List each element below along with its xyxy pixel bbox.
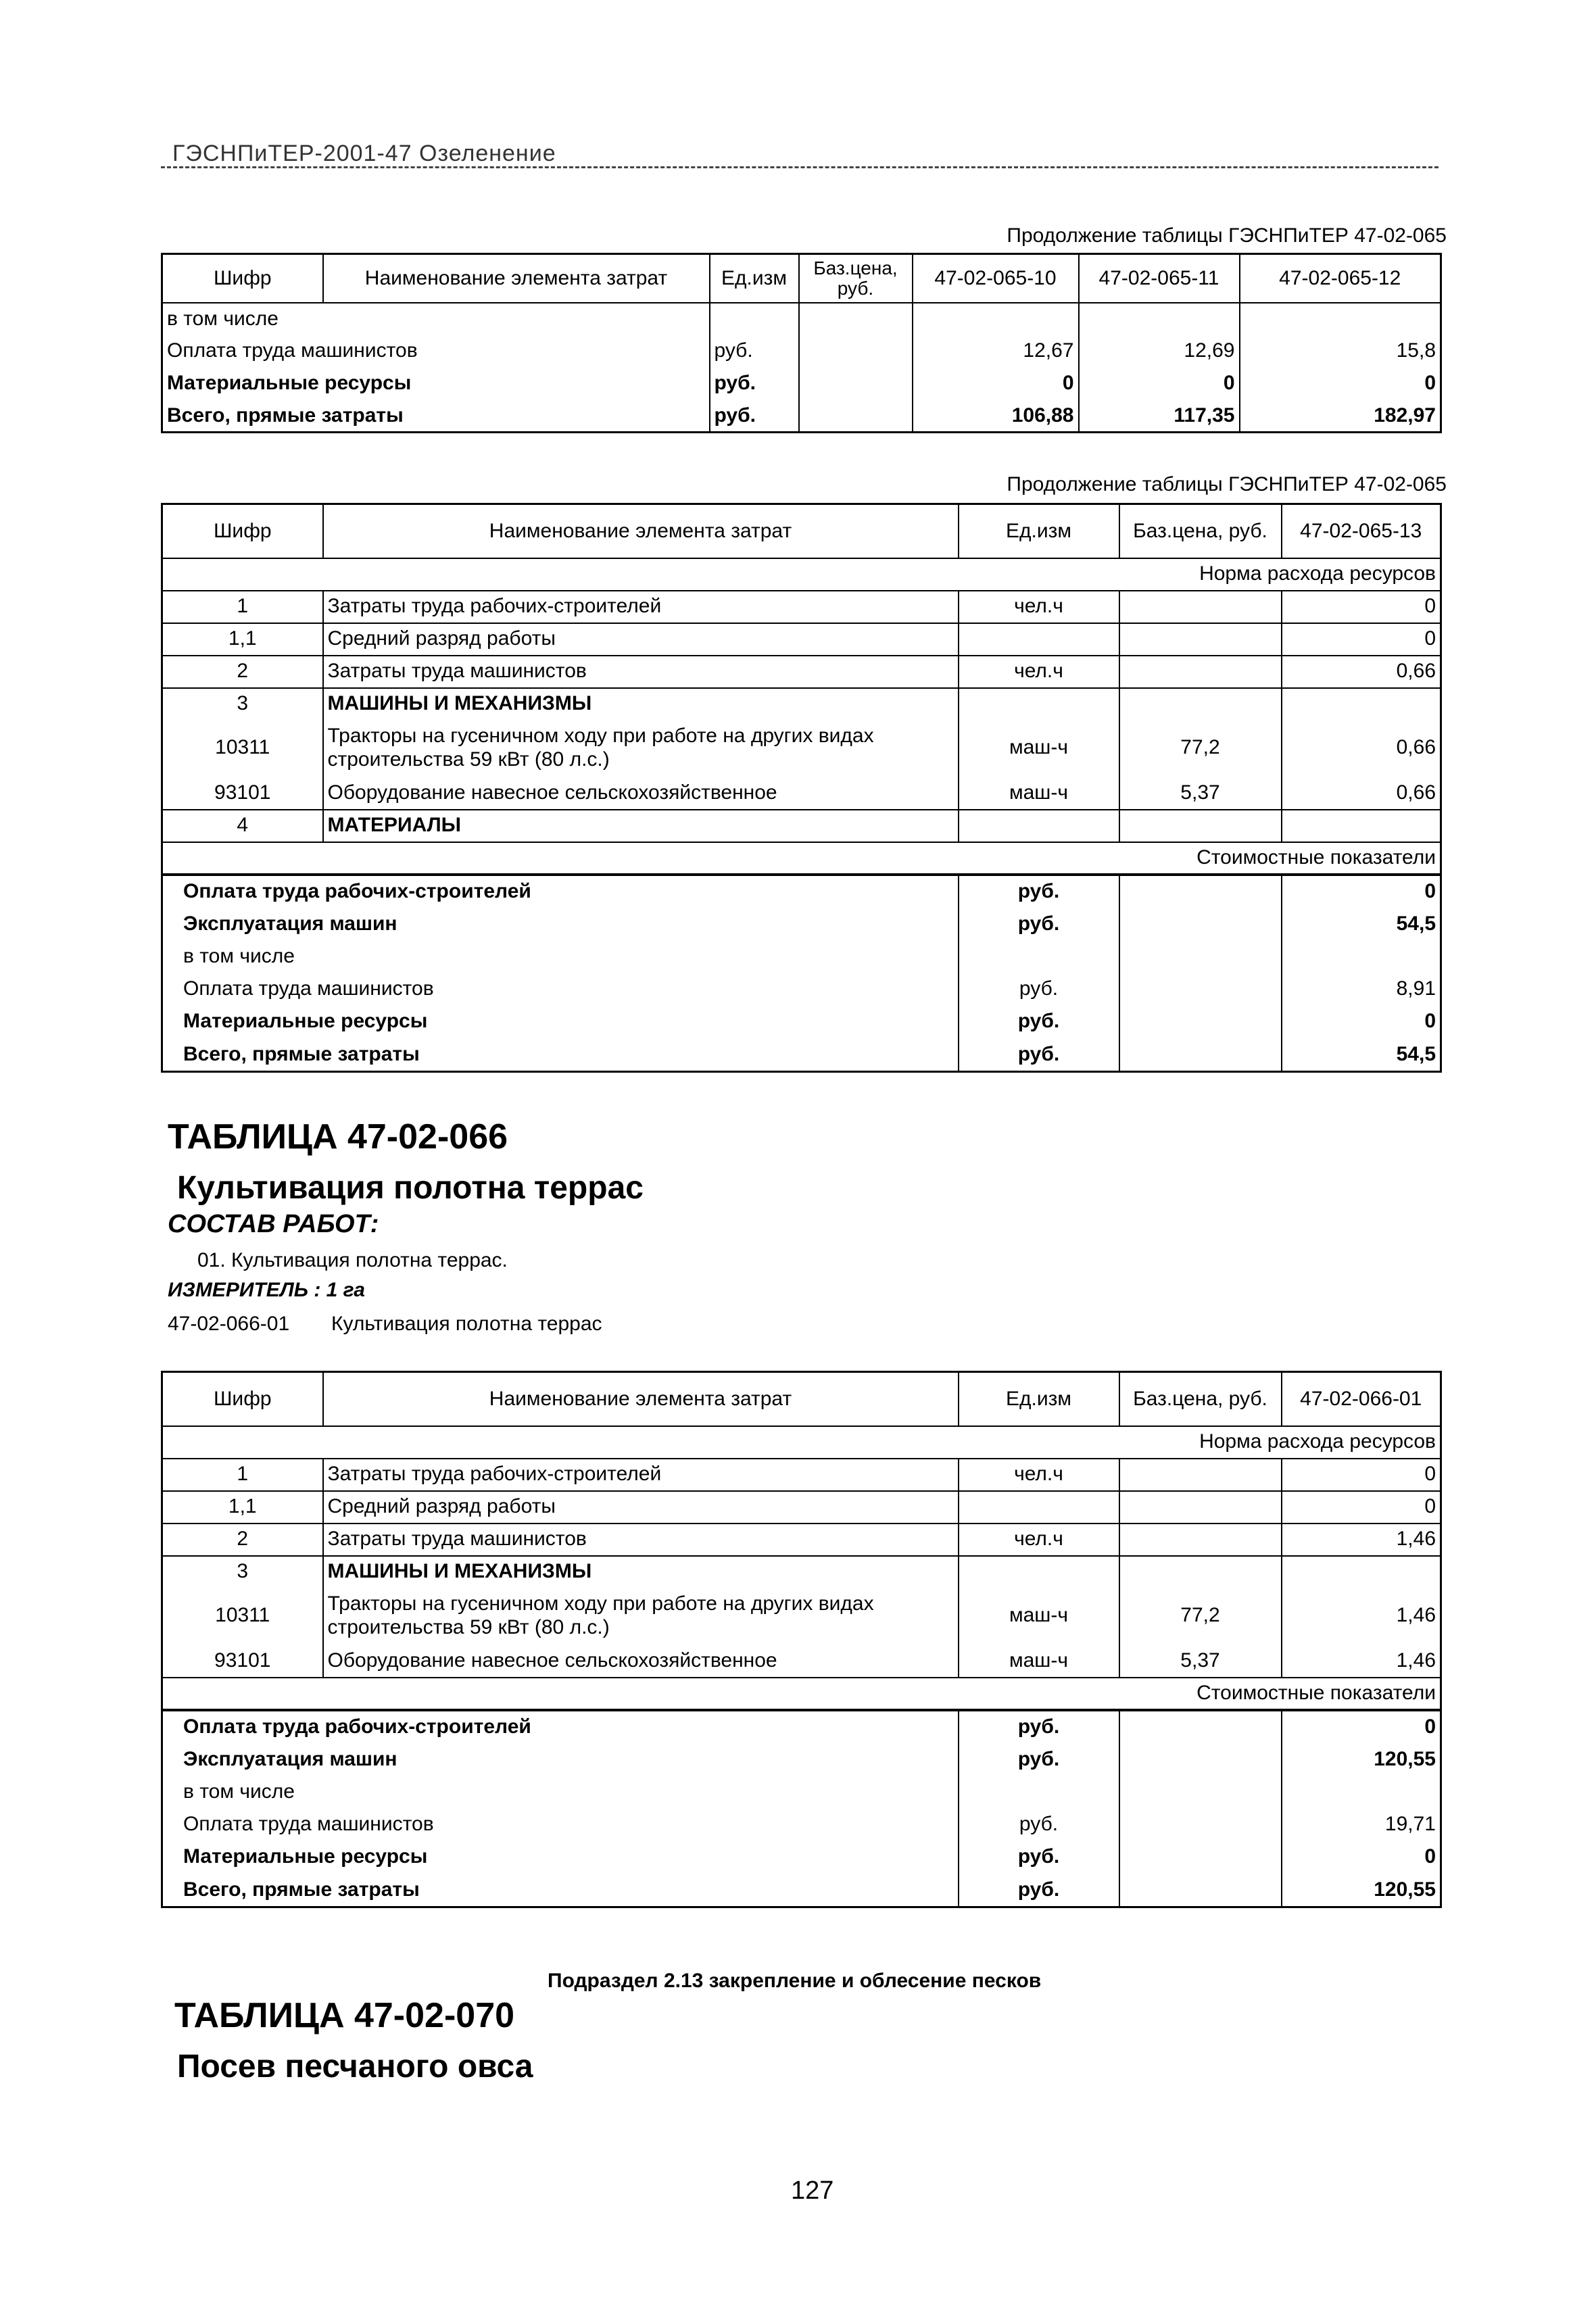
row-value — [1079, 303, 1240, 335]
row-value: 0 — [1282, 591, 1441, 623]
col-header-shifr: Шифр — [213, 519, 272, 542]
row-name: Тракторы на гусеничном ходу при работе на других видах строительства 59 кВт (80 л.с.) — [323, 1587, 959, 1645]
cost-unit: руб. — [959, 973, 1119, 1006]
cost-price — [1119, 941, 1282, 973]
table-row — [162, 303, 1441, 335]
cost-price — [1119, 1744, 1282, 1776]
section-row-norm — [162, 558, 1441, 591]
cost-name: Оплата труда машинистов — [183, 977, 434, 1000]
row-code: 10311 — [215, 1604, 270, 1627]
cost-value — [1282, 941, 1441, 973]
cost-name: в том числе — [183, 1780, 295, 1803]
row-unit — [959, 1556, 1119, 1587]
table-row — [162, 623, 1441, 656]
table-row — [162, 591, 1441, 623]
row-code: 10311 — [215, 736, 270, 759]
row-value: 0,66 — [1282, 719, 1441, 777]
row-value: 0,66 — [1282, 656, 1441, 688]
cost-row — [162, 1006, 1441, 1038]
cost-value — [1282, 1776, 1441, 1809]
cost-value: 120,55 — [1282, 1874, 1441, 1907]
row-unit: чел.ч — [959, 656, 1119, 688]
cost-row — [162, 1710, 1441, 1744]
cost-row — [162, 1841, 1441, 1874]
row-unit: маш-ч — [959, 719, 1119, 777]
cost-row — [162, 1744, 1441, 1776]
row-code: 2 — [237, 1528, 249, 1551]
row-code: 3 — [237, 1559, 249, 1582]
cost-unit: руб. — [959, 1744, 1119, 1776]
measure-unit: ИЗМЕРИТЕЛЬ : 1 га — [168, 1279, 365, 1301]
cost-unit: руб. — [959, 1809, 1119, 1841]
col-header-unit: Ед.изм — [959, 1372, 1119, 1426]
row-value: 1,46 — [1282, 1645, 1441, 1678]
row-unit: маш-ч — [959, 1645, 1119, 1678]
row-code: 93101 — [214, 1649, 271, 1672]
col-header-name: Наименование элемента затрат — [323, 1372, 959, 1426]
row-value: 106,88 — [913, 400, 1079, 433]
table-row — [162, 656, 1441, 688]
cost-price — [1119, 1710, 1282, 1744]
cost-price — [1119, 1006, 1282, 1038]
col-header-name: Наименование элемента затрат — [323, 504, 959, 558]
col-header-price: Баз.цена, руб. — [1119, 504, 1282, 558]
cost-price — [1119, 875, 1282, 908]
cost-name: Оплата труда рабочих-строителей — [183, 880, 531, 903]
row-value: 1,46 — [1282, 1587, 1441, 1645]
table-row — [162, 1587, 1441, 1645]
table-row — [162, 1645, 1441, 1678]
cost-value: 0 — [1282, 1710, 1441, 1744]
table2-header-row — [162, 504, 1441, 558]
row-value: 0 — [1282, 1491, 1441, 1524]
table-row — [162, 335, 1441, 368]
cost-price — [1119, 1874, 1282, 1907]
cost-name: Материальные ресурсы — [183, 1010, 428, 1033]
row-value: 1,46 — [1282, 1524, 1441, 1556]
cost-value: 0 — [1282, 875, 1441, 908]
cost-value: 0 — [1282, 1841, 1441, 1874]
header-divider — [161, 166, 1438, 168]
row-name: МАШИНЫ И МЕХАНИЗМЫ — [323, 1556, 959, 1587]
cost-name: Всего, прямые затраты — [183, 1878, 420, 1901]
cost-value: 8,91 — [1282, 973, 1441, 1006]
table3-header-row — [162, 1372, 1441, 1426]
row-name: МАТЕРИАЛЫ — [323, 810, 959, 842]
row-price — [1119, 656, 1282, 688]
section-label: Норма расхода ресурсов — [1199, 1430, 1436, 1453]
row-code: 1,1 — [228, 1495, 257, 1518]
row-unit: маш-ч — [959, 1587, 1119, 1645]
cost-row — [162, 1776, 1441, 1809]
table-row — [162, 400, 1441, 433]
cost-unit: руб. — [959, 875, 1119, 908]
row-name: Оборудование навесное сельскохозяйственное — [323, 1645, 959, 1678]
work-item: 01. Культивация полотна террас. — [197, 1249, 508, 1271]
cost-price — [1119, 1809, 1282, 1841]
row-price — [1119, 810, 1282, 842]
row-name: в том числе — [167, 307, 279, 330]
row-value: 12,69 — [1079, 335, 1240, 368]
table-row — [162, 810, 1441, 842]
cost-unit — [959, 1776, 1119, 1809]
cost-value: 0 — [1282, 1006, 1441, 1038]
row-name: Затраты труда машинистов — [323, 656, 959, 688]
row-value: 182,97 — [1240, 400, 1441, 433]
cost-price — [1119, 1841, 1282, 1874]
table1 — [161, 253, 1442, 433]
subsection-heading: Подраздел 2.13 закрепление и облесение песков — [548, 1970, 1042, 1992]
table-row — [162, 688, 1441, 719]
cost-unit: руб. — [959, 1038, 1119, 1072]
row-price: 77,2 — [1119, 719, 1282, 777]
cost-row — [162, 973, 1441, 1006]
row-unit: чел.ч — [959, 591, 1119, 623]
table-066-title: ТАБЛИЦА 47-02-066 — [168, 1117, 508, 1156]
row-price — [1119, 591, 1282, 623]
row-name: Оборудование навесное сельскохозяйственное — [323, 777, 959, 810]
row-unit — [959, 810, 1119, 842]
table1-header-row — [162, 254, 1441, 303]
col-header-unit: Ед.изм — [710, 254, 799, 303]
section-row-norm — [162, 1426, 1441, 1459]
row-code: 4 — [237, 814, 249, 837]
row-price — [1119, 623, 1282, 656]
page-number: 127 — [791, 2176, 834, 2205]
row-unit — [959, 1491, 1119, 1524]
row-unit: руб. — [710, 400, 799, 433]
col-header-shifr: Шифр — [213, 1387, 272, 1410]
col-header-code-066-01: 47-02-066-01 — [1282, 1372, 1441, 1426]
cost-unit: руб. — [959, 1006, 1119, 1038]
row-name: Затраты труда рабочих-строителей — [323, 591, 959, 623]
table-row — [162, 719, 1441, 777]
table-row — [162, 777, 1441, 810]
row-value — [1282, 1556, 1441, 1587]
row-code: 1,1 — [228, 627, 257, 650]
row-value: 0 — [1079, 368, 1240, 400]
row-code: 1 — [237, 595, 249, 618]
cost-row — [162, 1874, 1441, 1907]
cost-name: Всего, прямые затраты — [183, 1042, 420, 1065]
row-value — [913, 303, 1079, 335]
row-price: 77,2 — [1119, 1587, 1282, 1645]
cost-unit: руб. — [959, 908, 1119, 941]
row-value: 0,66 — [1282, 777, 1441, 810]
rate-code-name: Культивация полотна террас — [331, 1313, 602, 1335]
cost-name: Оплата труда рабочих-строителей — [183, 1715, 531, 1738]
cost-name: в том числе — [183, 945, 295, 968]
table-row — [162, 1459, 1441, 1491]
row-unit: чел.ч — [959, 1524, 1119, 1556]
row-value: 0 — [1240, 368, 1441, 400]
row-code: 93101 — [214, 781, 271, 804]
cost-row — [162, 1809, 1441, 1841]
cost-row — [162, 1038, 1441, 1072]
sostav-label: СОСТАВ РАБОТ: — [168, 1210, 379, 1238]
row-value — [1282, 688, 1441, 719]
rate-code: 47-02-066-01 — [168, 1313, 290, 1335]
row-value: 15,8 — [1240, 335, 1441, 368]
section-label: Стоимостные показатели — [1196, 1681, 1436, 1704]
section-label: Стоимостные показатели — [1196, 846, 1436, 869]
row-unit — [710, 303, 799, 335]
table-row — [162, 1491, 1441, 1524]
cost-name: Эксплуатация машин — [183, 1748, 397, 1771]
row-name: Тракторы на гусеничном ходу при работе на других видах строительства 59 кВт (80 л.с.) — [323, 719, 959, 777]
table1-caption: Продолжение таблицы ГЭСНПиТЕР 47-02-065 — [1007, 224, 1447, 247]
cost-unit: руб. — [959, 1841, 1119, 1874]
row-value: 117,35 — [1079, 400, 1240, 433]
cost-name: Материальные ресурсы — [183, 1845, 428, 1868]
running-header: ГЭСНПиТЕР-2001-47 Озеленение — [172, 141, 556, 166]
row-unit: маш-ч — [959, 777, 1119, 810]
row-name: Оплата труда машинистов — [167, 339, 418, 362]
row-unit: чел.ч — [959, 1459, 1119, 1491]
row-code: 1 — [237, 1463, 249, 1486]
row-price — [799, 400, 913, 433]
section-row-cost — [162, 1678, 1441, 1710]
row-price: 5,37 — [1119, 777, 1282, 810]
cost-unit — [959, 941, 1119, 973]
row-name: Всего, прямые затраты — [167, 404, 404, 427]
col-header-code-13: 47-02-065-13 — [1282, 504, 1441, 558]
table-row — [162, 368, 1441, 400]
row-name: Затраты труда машинистов — [323, 1524, 959, 1556]
cost-value: 19,71 — [1282, 1809, 1441, 1841]
cost-name: Оплата труда машинистов — [183, 1813, 434, 1836]
row-price — [799, 303, 913, 335]
col-header-shifr: Шифр — [213, 266, 272, 289]
table-row — [162, 1556, 1441, 1587]
cost-price — [1119, 1038, 1282, 1072]
cost-name: Эксплуатация машин — [183, 912, 397, 935]
col-header-code-10: 47-02-065-10 — [913, 254, 1079, 303]
row-price — [1119, 1524, 1282, 1556]
col-header-name: Наименование элемента затрат — [323, 254, 710, 303]
row-value — [1240, 303, 1441, 335]
col-header-code-11: 47-02-065-11 — [1079, 254, 1240, 303]
row-price — [1119, 1491, 1282, 1524]
cost-price — [1119, 1776, 1282, 1809]
table3 — [161, 1371, 1442, 1908]
table-row — [162, 1524, 1441, 1556]
cost-row — [162, 908, 1441, 941]
col-header-price: Баз.цена, руб. — [1119, 1372, 1282, 1426]
row-unit: руб. — [710, 335, 799, 368]
row-name: Средний разряд работы — [323, 623, 959, 656]
row-price — [799, 335, 913, 368]
row-name: МАШИНЫ И МЕХАНИЗМЫ — [323, 688, 959, 719]
row-price: 5,37 — [1119, 1645, 1282, 1678]
row-unit — [959, 688, 1119, 719]
row-price — [1119, 688, 1282, 719]
row-name: Средний разряд работы — [323, 1491, 959, 1524]
cost-value: 54,5 — [1282, 908, 1441, 941]
cost-value: 54,5 — [1282, 1038, 1441, 1072]
row-code: 3 — [237, 691, 249, 714]
row-name: Материальные ресурсы — [167, 372, 412, 395]
cost-row — [162, 875, 1441, 908]
row-value — [1282, 810, 1441, 842]
row-value: 0 — [1282, 1459, 1441, 1491]
col-header-code-12: 47-02-065-12 — [1240, 254, 1441, 303]
row-code: 2 — [237, 660, 249, 683]
cost-price — [1119, 973, 1282, 1006]
row-unit — [959, 623, 1119, 656]
cost-unit: руб. — [959, 1874, 1119, 1907]
row-value: 0 — [1282, 623, 1441, 656]
cost-value: 120,55 — [1282, 1744, 1441, 1776]
table-070-title: ТАБЛИЦА 47-02-070 — [174, 1996, 515, 2035]
col-header-price: Баз.цена, руб. — [799, 254, 913, 303]
row-price — [1119, 1556, 1282, 1587]
row-value: 0 — [913, 368, 1079, 400]
row-unit: руб. — [710, 368, 799, 400]
table2-caption: Продолжение таблицы ГЭСНПиТЕР 47-02-065 — [1007, 473, 1447, 495]
cost-price — [1119, 908, 1282, 941]
row-name: Затраты труда рабочих-строителей — [323, 1459, 959, 1491]
table-070-subtitle: Посев песчаного овса — [177, 2049, 533, 2085]
cost-unit: руб. — [959, 1710, 1119, 1744]
row-value: 12,67 — [913, 335, 1079, 368]
row-price — [799, 368, 913, 400]
cost-row — [162, 941, 1441, 973]
table2 — [161, 503, 1442, 1073]
section-label: Норма расхода ресурсов — [1199, 562, 1436, 585]
col-header-unit: Ед.изм — [959, 504, 1119, 558]
row-price — [1119, 1459, 1282, 1491]
table-066-subtitle: Культивация полотна террас — [177, 1170, 644, 1206]
section-row-cost — [162, 842, 1441, 875]
